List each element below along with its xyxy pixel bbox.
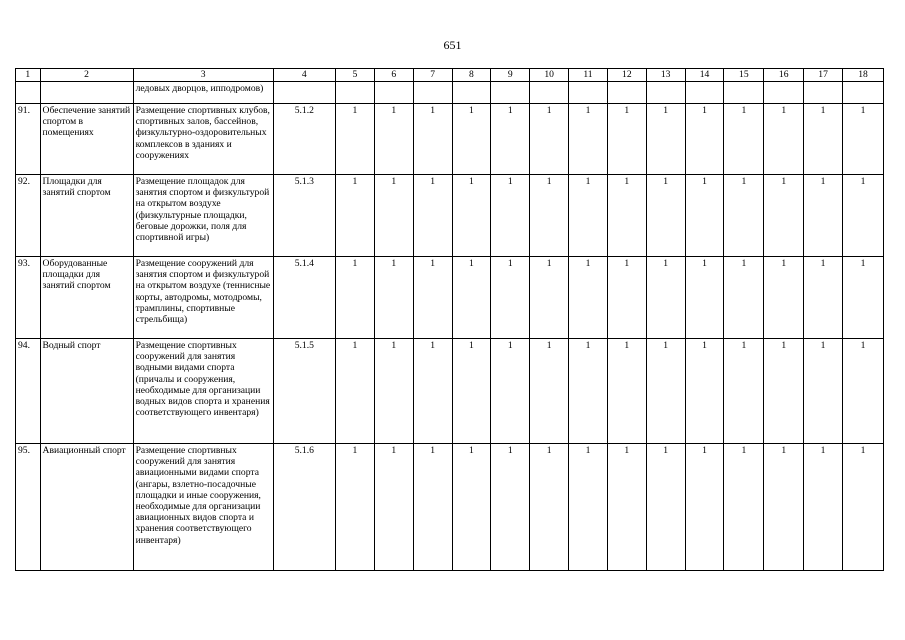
zone-value-14: 1: [685, 444, 724, 571]
zone-value-12: 1: [607, 339, 646, 444]
zone-value-6: 1: [374, 175, 413, 257]
zone-value-10: [530, 82, 569, 104]
zone-value-17: 1: [804, 339, 843, 444]
zone-value-18: 1: [842, 444, 883, 571]
zone-value-13: 1: [646, 444, 685, 571]
zone-value-11: [569, 82, 608, 104]
classifier-code: 5.1.6: [273, 444, 335, 571]
row-number: 94.: [16, 339, 41, 444]
zone-value-18: 1: [842, 175, 883, 257]
activity-name: Авиационный спорт: [40, 444, 133, 571]
zone-value-17: 1: [804, 175, 843, 257]
zone-value-17: 1: [804, 444, 843, 571]
zone-value-17: [804, 82, 843, 104]
column-header-10: 10: [530, 69, 569, 82]
column-header-4: 4: [273, 69, 335, 82]
column-header-16: 16: [764, 69, 804, 82]
column-header-2: 2: [40, 69, 133, 82]
zone-value-8: 1: [452, 444, 491, 571]
zone-value-10: 1: [530, 339, 569, 444]
zone-value-10: 1: [530, 175, 569, 257]
zone-value-7: 1: [413, 104, 452, 175]
table-row: [16, 444, 884, 571]
zone-value-9: 1: [491, 339, 530, 444]
zone-value-7: 1: [413, 175, 452, 257]
zone-value-17: 1: [804, 257, 843, 339]
zone-value-18: 1: [842, 339, 883, 444]
zone-value-10: 1: [530, 444, 569, 571]
zone-value-9: [491, 82, 530, 104]
table-row: [16, 339, 884, 444]
zone-value-5: 1: [335, 339, 374, 444]
column-header-12: 12: [607, 69, 646, 82]
column-header-5: 5: [335, 69, 374, 82]
zone-value-12: 1: [607, 104, 646, 175]
activity-name: Обеспечение занятий спортом в помещениях: [40, 104, 133, 175]
zone-value-8: [452, 82, 491, 104]
zone-value-8: 1: [452, 339, 491, 444]
zone-value-7: [413, 82, 452, 104]
zone-value-18: 1: [842, 257, 883, 339]
activity-name: Водный спорт: [40, 339, 133, 444]
zone-value-7: 1: [413, 339, 452, 444]
row-number: 92.: [16, 175, 41, 257]
table-row: [16, 104, 884, 175]
activity-name: Оборудованные площадки для занятий спортом: [40, 257, 133, 339]
activity-description: Размещение площадок для занятия спортом и физкультурой на открытом воздухе (физкультурные площадки, беговые дорожки, поля для спортивной игры): [133, 175, 273, 257]
zone-value-12: 1: [607, 444, 646, 571]
zone-value-8: 1: [452, 104, 491, 175]
zone-value-13: [646, 82, 685, 104]
header-row: [16, 69, 884, 82]
zone-value-11: 1: [569, 175, 608, 257]
zone-value-15: 1: [724, 104, 764, 175]
zone-value-11: 1: [569, 444, 608, 571]
zone-value-11: 1: [569, 339, 608, 444]
activity-description: Размещение спортивных сооружений для занятия водными видами спорта (причалы и сооружения, необходимые для организации водных видов спорта и хранения соответствующего инвентаря): [133, 339, 273, 444]
column-header-3: 3: [133, 69, 273, 82]
zone-value-16: 1: [764, 339, 804, 444]
zone-value-17: 1: [804, 104, 843, 175]
column-header-18: 18: [842, 69, 883, 82]
land-use-table: [15, 68, 884, 571]
zone-value-13: 1: [646, 175, 685, 257]
column-header-17: 17: [804, 69, 843, 82]
zone-value-13: 1: [646, 257, 685, 339]
zone-value-18: [842, 82, 883, 104]
zone-value-11: 1: [569, 104, 608, 175]
column-header-15: 15: [724, 69, 764, 82]
table-row: [16, 175, 884, 257]
zone-value-5: 1: [335, 444, 374, 571]
column-header-6: 6: [374, 69, 413, 82]
zone-value-15: 1: [724, 444, 764, 571]
zone-value-16: [764, 82, 804, 104]
zone-value-6: [374, 82, 413, 104]
activity-description: Размещение сооружений для занятия спортом и физкультурой на открытом воздухе (теннисные корты, автодромы, мотодромы, трамплины, спортивные стрельбища): [133, 257, 273, 339]
row-number: [16, 82, 41, 104]
column-header-1: 1: [16, 69, 41, 82]
zone-value-6: 1: [374, 444, 413, 571]
zone-value-8: 1: [452, 257, 491, 339]
zone-value-6: 1: [374, 104, 413, 175]
zone-value-7: 1: [413, 257, 452, 339]
zone-value-15: [724, 82, 764, 104]
table-body: [16, 82, 884, 571]
zone-value-16: 1: [764, 104, 804, 175]
activity-name: Площадки для занятий спортом: [40, 175, 133, 257]
zone-value-14: 1: [685, 104, 724, 175]
zone-value-7: 1: [413, 444, 452, 571]
zone-value-15: 1: [724, 175, 764, 257]
column-header-9: 9: [491, 69, 530, 82]
classifier-code: 5.1.5: [273, 339, 335, 444]
zone-value-9: 1: [491, 104, 530, 175]
classifier-code: 5.1.4: [273, 257, 335, 339]
column-header-11: 11: [569, 69, 608, 82]
zone-value-14: 1: [685, 175, 724, 257]
classifier-code: [273, 82, 335, 104]
zone-value-5: 1: [335, 104, 374, 175]
zone-value-6: 1: [374, 339, 413, 444]
classifier-code: 5.1.3: [273, 175, 335, 257]
row-number: 93.: [16, 257, 41, 339]
activity-name: [40, 82, 133, 104]
zone-value-5: [335, 82, 374, 104]
activity-description: Размещение спортивных клубов, спортивных залов, бассейнов, физкультурно-оздоровительных комплексов в зданиях и сооружениях: [133, 104, 273, 175]
zone-value-11: 1: [569, 257, 608, 339]
zone-value-8: 1: [452, 175, 491, 257]
zone-value-14: [685, 82, 724, 104]
zone-value-14: 1: [685, 257, 724, 339]
row-number: 95.: [16, 444, 41, 571]
zone-value-16: 1: [764, 444, 804, 571]
column-header-13: 13: [646, 69, 685, 82]
zone-value-18: 1: [842, 104, 883, 175]
activity-description: ледовых дворцов, ипподромов): [133, 82, 273, 104]
zone-value-16: 1: [764, 257, 804, 339]
column-header-14: 14: [685, 69, 724, 82]
column-header-8: 8: [452, 69, 491, 82]
table-row: [16, 257, 884, 339]
zone-value-6: 1: [374, 257, 413, 339]
activity-description: Размещение спортивных сооружений для занятия авиационными видами спорта (ангары, взлетно-посадочные площадки и иные сооружения, необходимые для организации авиационных видов спорта и хранения соответствующего инвентаря): [133, 444, 273, 571]
zone-value-12: [607, 82, 646, 104]
zone-value-15: 1: [724, 339, 764, 444]
zone-value-9: 1: [491, 175, 530, 257]
zone-value-10: 1: [530, 104, 569, 175]
zone-value-12: 1: [607, 257, 646, 339]
row-number: 91.: [16, 104, 41, 175]
zone-value-5: 1: [335, 257, 374, 339]
zone-value-14: 1: [685, 339, 724, 444]
zone-value-10: 1: [530, 257, 569, 339]
zone-value-12: 1: [607, 175, 646, 257]
zone-value-13: 1: [646, 339, 685, 444]
page-number: 651: [443, 38, 462, 52]
zone-value-16: 1: [764, 175, 804, 257]
zone-value-15: 1: [724, 257, 764, 339]
table-row-continuation: [16, 82, 884, 104]
zone-value-9: 1: [491, 444, 530, 571]
zone-value-9: 1: [491, 257, 530, 339]
column-header-7: 7: [413, 69, 452, 82]
zone-value-13: 1: [646, 104, 685, 175]
zone-value-5: 1: [335, 175, 374, 257]
classifier-code: 5.1.2: [273, 104, 335, 175]
